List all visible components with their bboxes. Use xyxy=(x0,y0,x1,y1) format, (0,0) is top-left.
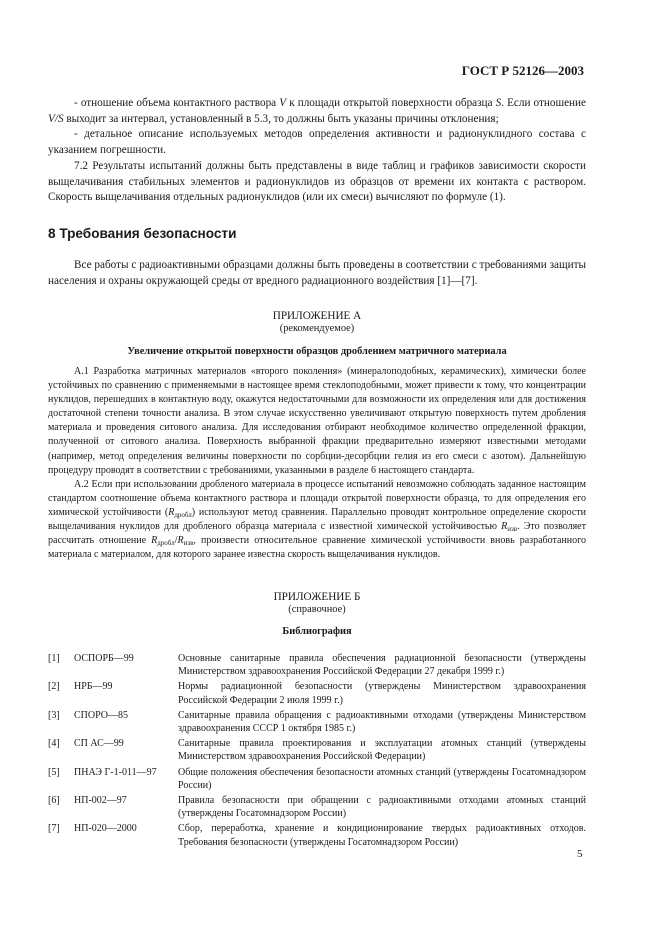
paragraph-7-2: 7.2 Результаты испытаний должны быть представлены в виде таблиц и графиков зависимости скорости выщелачивания стабильных элементов и радионуклидов из образцов от времени их контакта с раствором. Скорость выщелачивания отдельных радионуклидов (или их смеси) вычисляют по формуле (1). xyxy=(48,159,586,204)
page-number: 5 xyxy=(577,848,583,860)
paragraph-safety: Все работы с радиоактивными образцами должны быть проведены в соответствии с требованиями защиты населения и охраны окружающей среды от вредного радиационного воздействия [1]—[7]. xyxy=(48,259,586,287)
report-requirements-block xyxy=(48,96,586,206)
appendix-a-body xyxy=(48,365,586,562)
bibliography-item: [6] НП-002—97 Правила безопасности при обращении с радиоактивными отходами атомных станций (утверждены Госатомнадзором России) xyxy=(48,795,586,820)
appendix-b-status: (справочное) xyxy=(288,604,346,615)
section-8-heading: 8 Требования безопасности xyxy=(48,226,237,241)
section-8-body xyxy=(48,258,586,289)
appendix-a-status: (рекомендуемое) xyxy=(279,323,355,334)
appendix-b-label: ПРИЛОЖЕНИЕ Б xyxy=(273,591,361,603)
appendix-b-title: Библиография xyxy=(282,626,352,637)
paragraph-a1: А.1 Разработка матричных материалов «второго поколения» (минералоподобных, керамических), химически более устойчивых по сравнению с применяемыми в настоящее время стеклоподобными, может привести к тому, что концентрации нуклидов, перешедших в контактную воду, окажутся недостаточными для возможности их определения или для достижения достаточной степени точности анализа. В этом случае искусственно увеличивают открытую поверхность путем дробления материала и проведения ситового анализа. Для исследования отбирают необходимое количество определенной фракции, полученной от ситового анализа. Поверхность выбранной фракции предварительно измеряют известными методами (например, метод определения величины поверхности по сорбции-десорбции гелия из его смеси с азотом). Дальнейшую процедуру проводят в соответствии с требованиями, указанными в разделе 6 настоящего стандарта. xyxy=(48,366,586,476)
paragraph-methods: - детальное описание используемых методов определения активности и радионуклидного состава с указанием погрешности. xyxy=(48,128,586,157)
appendix-a-label: ПРИЛОЖЕНИЕ А xyxy=(272,310,362,322)
bibliography-item: [4] СП АС—99 Санитарные правила проектирования и эксплуатации атомных станций (утверждены Министерством здравоохранения Российской Федерации) xyxy=(48,738,586,763)
paragraph-vs-ratio: - отношение объема контактного раствора V к площади открытой поверхности образца S. Если отношение V/S выходит за интервал, установленный в 5.3, то должны быть указаны причины отклонения; xyxy=(48,97,586,125)
bibliography-item: [3] СПОРО—85 Санитарные правила обращения с радиоактивными отходами (утверждены Министерством здравоохранения СССР 1 октября 1985 г.) xyxy=(48,709,586,735)
bibliography-item: [2] НРБ—99 Нормы радиационной безопасности (утверждены Министерством здравоохранения Российской Федерации 2 июля 1999 г.) xyxy=(48,681,586,706)
paragraph-a2: А.2 Если при использовании дробленого материала в процессе испытаний невозможно соблюдать заданное настоящим стандартом соотношение объема контактного раствора и площади открытой поверхности образца, то для определения его химической устойчивости $(R_{дробл})$ используют метод сравнения. Параллельно проводят контрольное определение скорости выщелачивания нуклидов для дробленого образца материала с известной химической устойчивостью $R_{изв}$. Это позволяет рассчитать отношение $R_{дробл}/R_{изв}$, произвести относительное сравнение химической устойчивости вновь разработанного материала с материалом, для которого заранее известна скорость выщелачивания нуклидов. xyxy=(48,478,586,561)
bibliography-list xyxy=(48,652,586,849)
bibliography-item: [1] ОСПОРБ—99 Основные санитарные правила обеспечения радиационной безопасности (утверждены Министерством здравоохранения Российской Федерации 27 декабря 1999 г.) xyxy=(48,653,586,678)
bibliography-item: [7] НП-020—2000 Сбор, переработка, хранение и кондиционирование твердых радиоактивных отходов. Требования безопасности (утверждены Госатомнадзором России) xyxy=(48,823,586,848)
appendix-a-title: Увеличение открытой поверхности образцов дроблением матричного материала xyxy=(127,346,507,357)
bibliography-item: [5] ПНАЭ Г-1-011—97 Общие положения обеспечения безопасности атомных станций (утверждены Госатомнадзором России) xyxy=(48,766,586,791)
document-header: ГОСТ Р 52126—2003 xyxy=(461,63,584,78)
